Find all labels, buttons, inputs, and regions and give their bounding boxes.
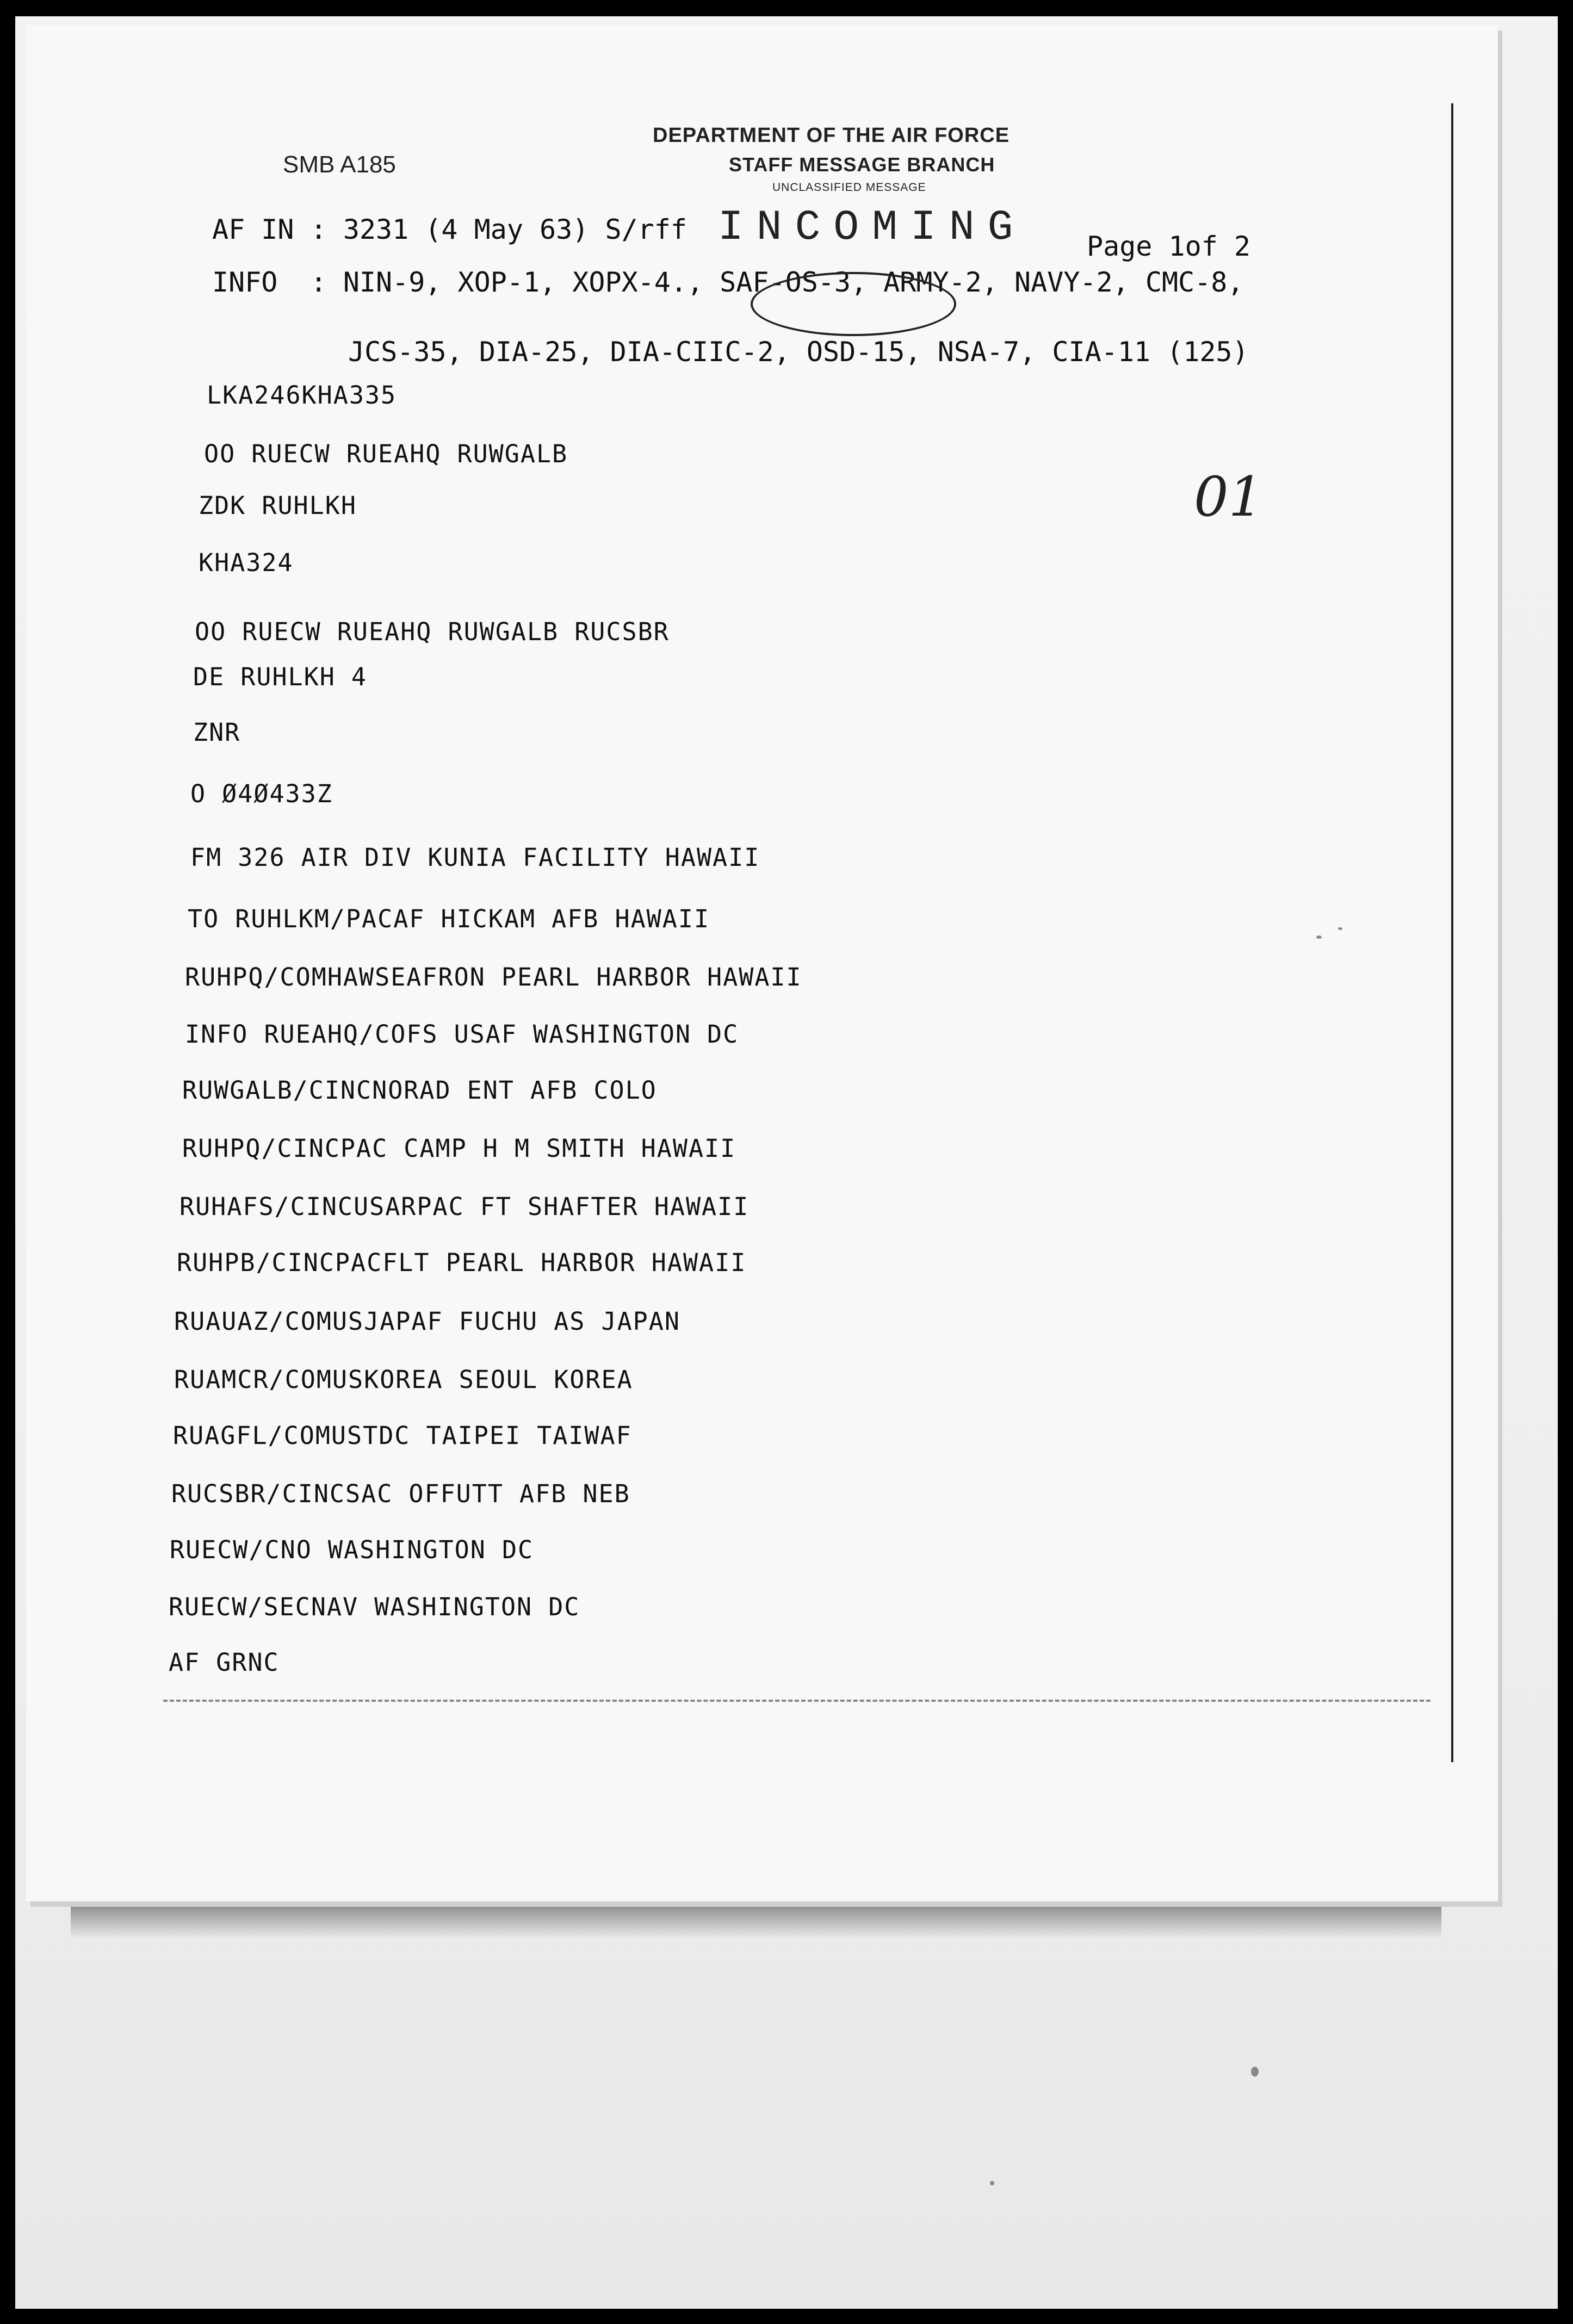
message-line: RUHPQ/CINCPAC CAMP H M SMITH HAWAII: [182, 1134, 736, 1163]
incoming-stamp: INCOMING: [718, 204, 1026, 252]
message-line: AF GRNC: [169, 1648, 280, 1677]
message-line: KHA324: [199, 548, 294, 577]
info-distribution-line-1: INFO : NIN-9, XOP-1, XOPX-4., SAF-OS-3, ARMY-2, NAVY-2, CMC-8,: [212, 267, 1244, 298]
message-line: RUAMCR/COMUSKOREA SEOUL KOREA: [174, 1365, 633, 1394]
message-line: OO RUECW RUEAHQ RUWGALB RUCSBR: [195, 617, 670, 646]
message-line: ZNR: [193, 718, 241, 747]
scan-speck: [990, 2181, 994, 2185]
message-line: INFO RUEAHQ/COFS USAF WASHINGTON DC: [185, 1020, 739, 1049]
message-line: ZDK RUHLKH: [199, 491, 357, 520]
message-line: RUHPQ/COMHAWSEAFRON PEARL HARBOR HAWAII: [185, 963, 802, 991]
message-line: DE RUHLKH 4: [193, 662, 368, 691]
branch-stamp: STAFF MESSAGE BRANCH: [729, 153, 995, 176]
message-line: RUHAFS/CINCUSARPAC FT SHAFTER HAWAII: [179, 1192, 750, 1221]
page-number: Page 1of 2: [1087, 231, 1251, 262]
af-in-line: AF IN : 3231 (4 May 63) S/rff: [212, 214, 687, 245]
message-line: RUECW/CNO WASHINGTON DC: [170, 1535, 534, 1564]
message-line: RUAGFL/COMUSTDC TAIPEI TAIWAF: [173, 1421, 632, 1450]
message-line: RUWGALB/CINCNORAD ENT AFB COLO: [182, 1076, 657, 1105]
smb-number: SMB A185: [283, 151, 396, 178]
margin-rule: [1451, 103, 1453, 1762]
handwritten-mark: 01: [1194, 465, 1264, 529]
message-line: OO RUECW RUEAHQ RUWGALB: [204, 439, 568, 468]
department-stamp: DEPARTMENT OF THE AIR FORCE: [653, 124, 1010, 147]
circled-annotation: [751, 272, 956, 336]
message-line: O Ø4Ø433Z: [190, 779, 333, 808]
message-line: LKA246KHA335: [207, 381, 397, 410]
message-line: RUHPB/CINCPACFLT PEARL HARBOR HAWAII: [177, 1248, 747, 1277]
scan-speck: [1316, 935, 1322, 939]
message-line: TO RUHLKM/PACAF HICKAM AFB HAWAII: [188, 904, 710, 933]
scan-speck: [1251, 2067, 1259, 2077]
message-line: RUECW/SECNAV WASHINGTON DC: [169, 1592, 580, 1621]
divider: [163, 1700, 1430, 1702]
message-line: RUCSBR/CINCSAC OFFUTT AFB NEB: [171, 1479, 630, 1508]
info-distribution-line-2: JCS-35, DIA-25, DIA-CIIC-2, OSD-15, NSA-7, CIA-11 (125): [348, 336, 1249, 368]
scan-speck: [1338, 927, 1342, 930]
classification-stamp: UNCLASSIFIED MESSAGE: [772, 181, 926, 194]
message-line: FM 326 AIR DIV KUNIA FACILITY HAWAII: [190, 843, 760, 872]
message-line: RUAUAZ/COMUSJAPAF FUCHU AS JAPAN: [174, 1307, 680, 1336]
